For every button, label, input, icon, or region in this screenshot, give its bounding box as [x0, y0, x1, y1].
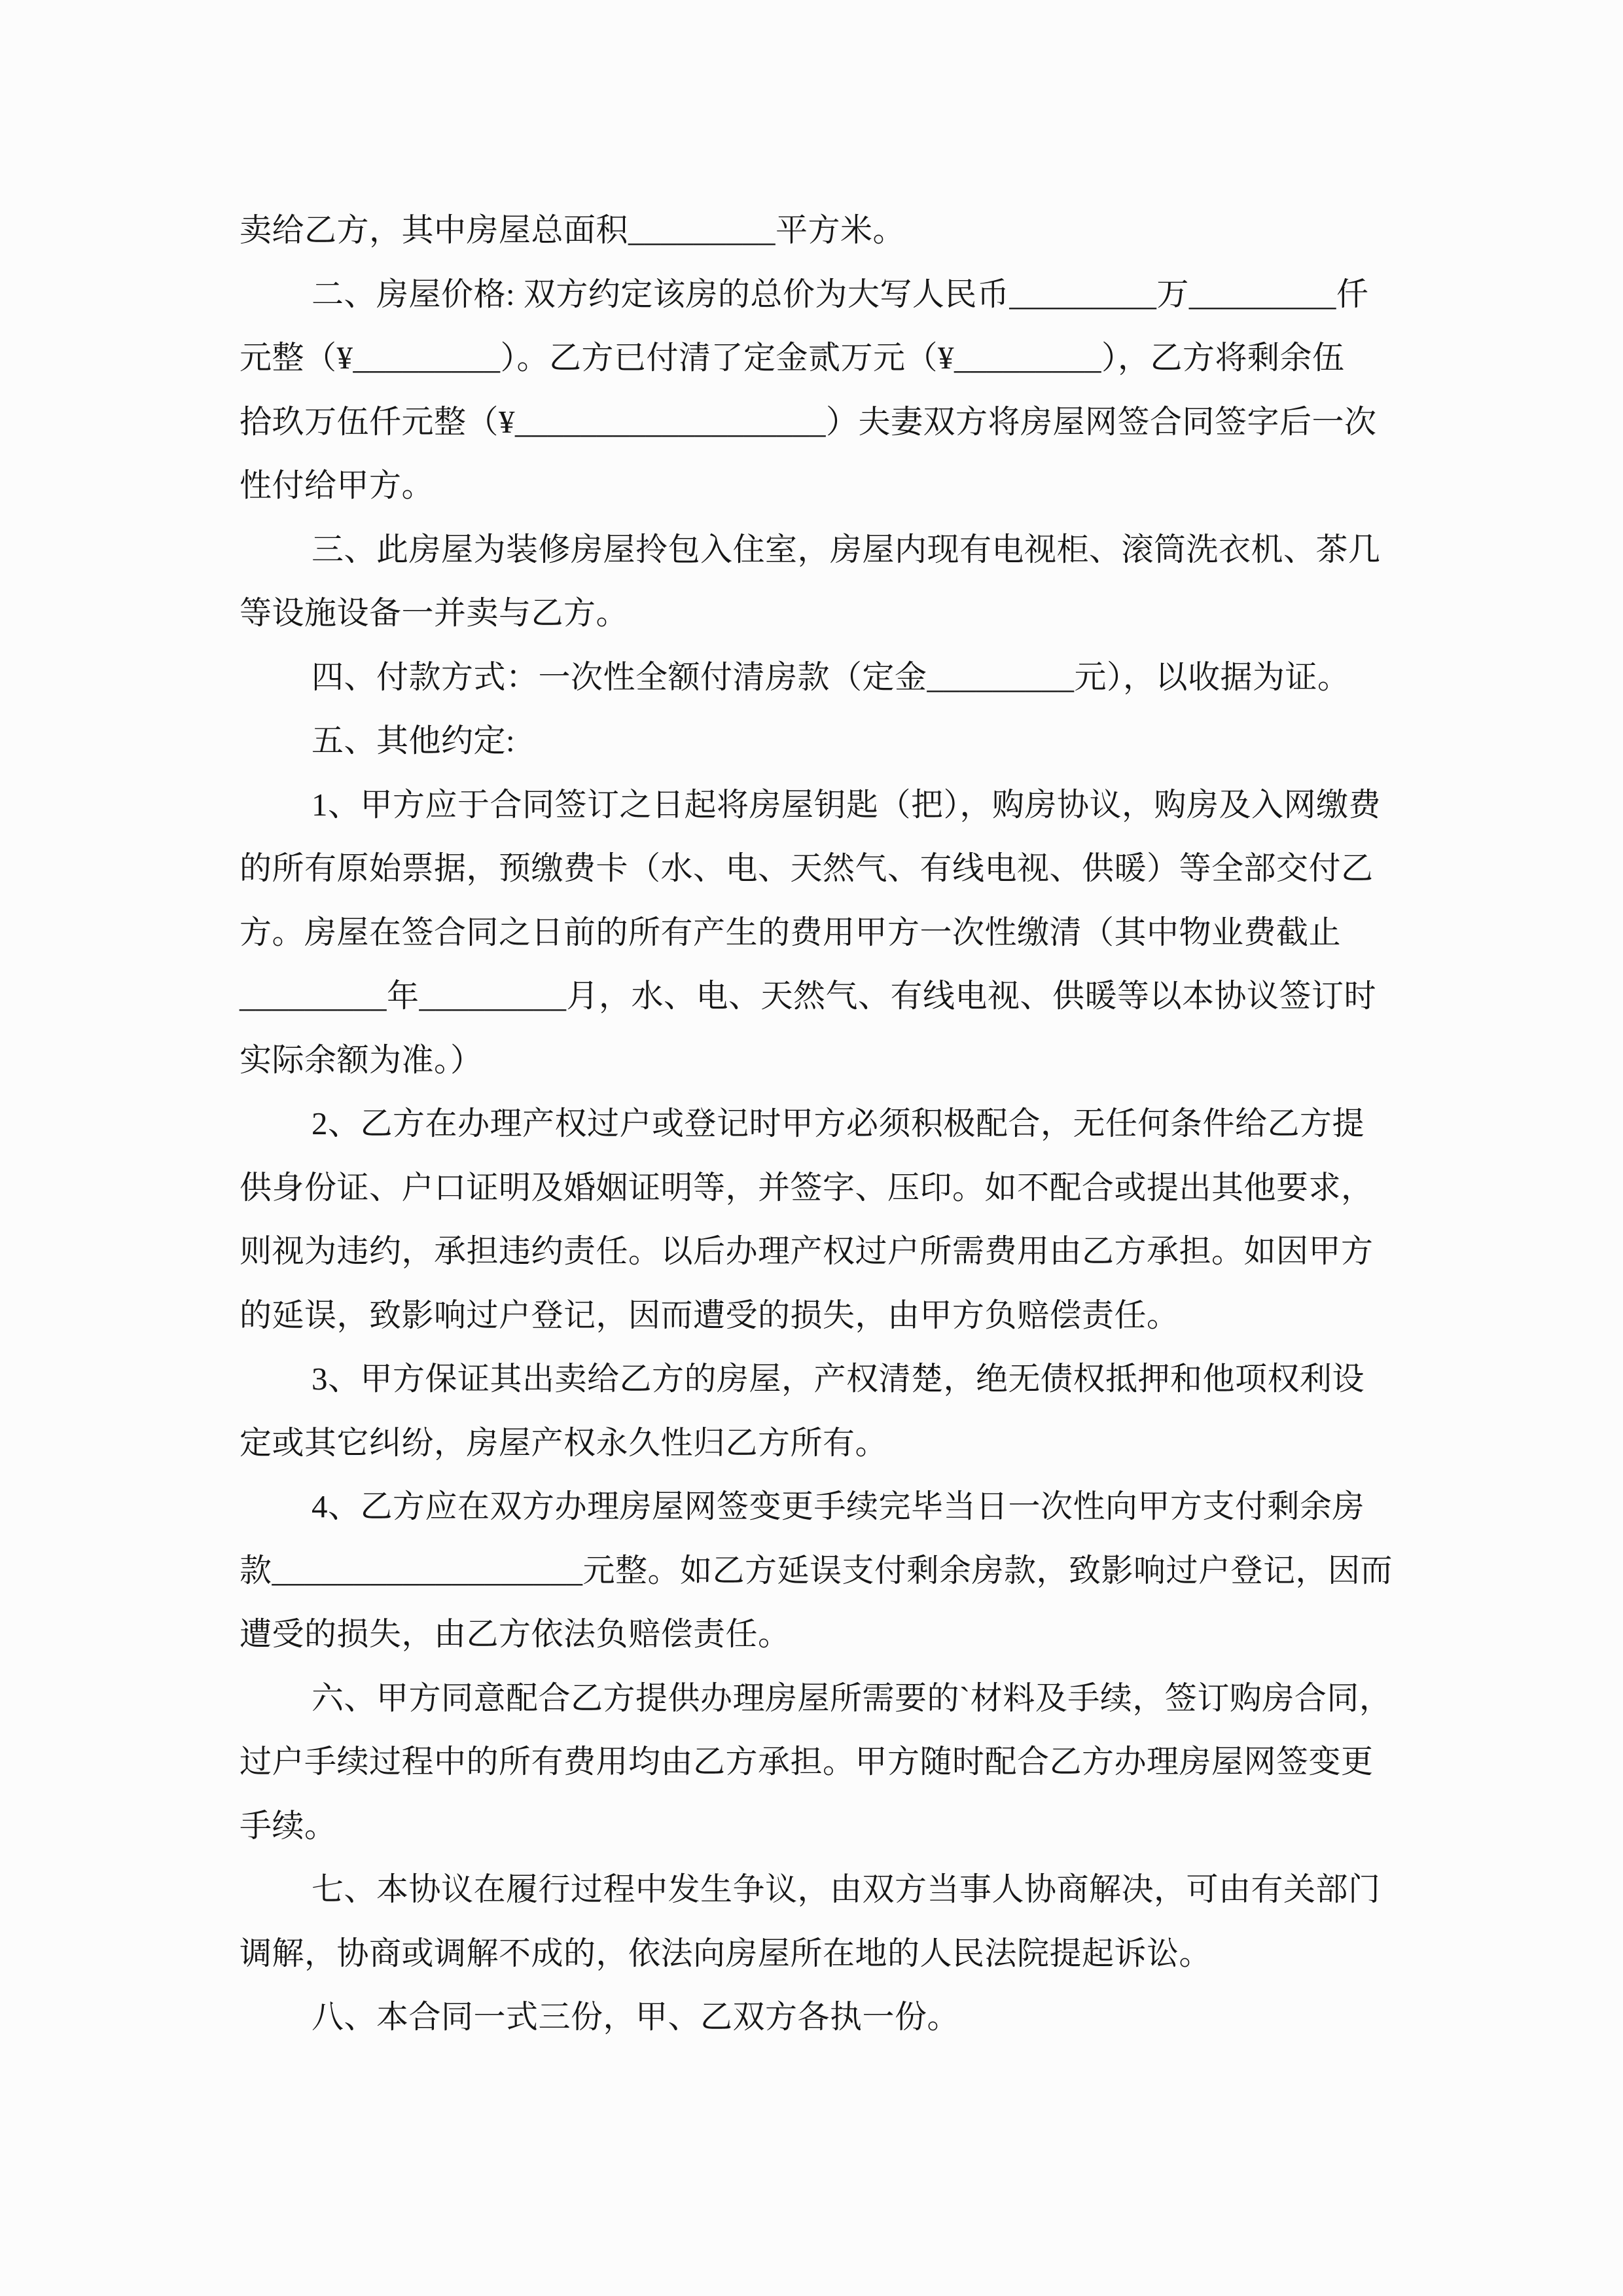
- text-line: 方。房屋在签合同之日前的所有产生的费用甲方一次性缴清（其中物业费截止: [240, 914, 1342, 950]
- text-line: 四、付款方式：一次性全额付清房款（定金_________元），以收据为证。: [312, 658, 1350, 695]
- text-line: 卖给乙方，其中房屋总面积_________平方米。: [240, 212, 906, 248]
- text-line: 七、本协议在履行过程中发生争议，由双方当事人协商解决，可由有关部门: [312, 1871, 1381, 1907]
- text-line: 1、甲方应于合同签订之日起将房屋钥匙（把），购房协议，购房及入网缴费: [312, 786, 1382, 823]
- text-line: 则视为违约，承担违约责任。以后办理产权过户所需费用由乙方承担。如因甲方: [240, 1233, 1374, 1269]
- text-line: 的所有原始票据，预缴费卡（水、电、天然气、有线电视、供暖）等全部交付乙: [240, 850, 1374, 886]
- text-line: 拾玖万伍仟元整（¥___________________）夫妻双方将房屋网签合同签字后一次: [240, 403, 1377, 440]
- text-line: 手续。: [240, 1807, 337, 1844]
- text-line: 4、乙方应在双方办理房屋网签变更手续完毕当日一次性向甲方支付剩余房: [312, 1488, 1365, 1524]
- document-body: [240, 198, 1393, 2049]
- text-line: 五、其他约定:: [312, 723, 516, 759]
- text-line: 款___________________元整。如乙方延误支付剩余房款，致影响过户登记，因而: [240, 1552, 1393, 1588]
- text-line: 调解，协商或调解不成的，依法向房屋所在地的人民法院提起诉讼。: [240, 1935, 1212, 1971]
- text-line: 3、甲方保证其出卖给乙方的房屋，产权清楚，绝无债权抵押和他项权利设: [312, 1361, 1365, 1397]
- text-line: 供身份证、户口证明及婚姻证明等，并签字、压印。如不配合或提出其他要求，: [240, 1169, 1374, 1206]
- text-line: 三、此房屋为装修房屋拎包入住室，房屋内现有电视柜、滚筒洗衣机、茶几: [312, 531, 1381, 567]
- text-line: 二、房屋价格: 双方约定该房的总价为大写人民币_________万_________仟: [312, 276, 1369, 312]
- text-line: 2、乙方在办理产权过户或登记时甲方必须积极配合，无任何条件给乙方提: [312, 1105, 1365, 1141]
- text-line: 的延误，致影响过户登记，因而遭受的损失，由甲方负赔偿责任。: [240, 1297, 1179, 1333]
- text-line: 过户手续过程中的所有费用均由乙方承担。甲方随时配合乙方办理房屋网签变更: [240, 1744, 1374, 1780]
- text-line: 实际余额为准。）: [240, 1041, 483, 1078]
- text-line: 定或其它纠纷，房屋产权永久性归乙方所有。: [240, 1424, 888, 1461]
- text-line: 性付给甲方。: [240, 467, 435, 503]
- text-line: _________年_________月，水、电、天然气、有线电视、供暖等以本协议签订时: [240, 978, 1377, 1014]
- text-line: 等设施设备一并卖与乙方。: [240, 595, 629, 631]
- text-line: 八、本合同一式三份，甲、乙双方各执一份。: [312, 1999, 960, 2035]
- text-line: 元整（¥_________）。乙方已付清了定金贰万元（¥_________），乙方将剩余伍: [240, 340, 1345, 376]
- text-line: 六、甲方同意配合乙方提供办理房屋所需要的`材料及手续，签订购房合同，: [312, 1679, 1392, 1716]
- text-line: 遭受的损失，由乙方依法负赔偿责任。: [240, 1616, 791, 1652]
